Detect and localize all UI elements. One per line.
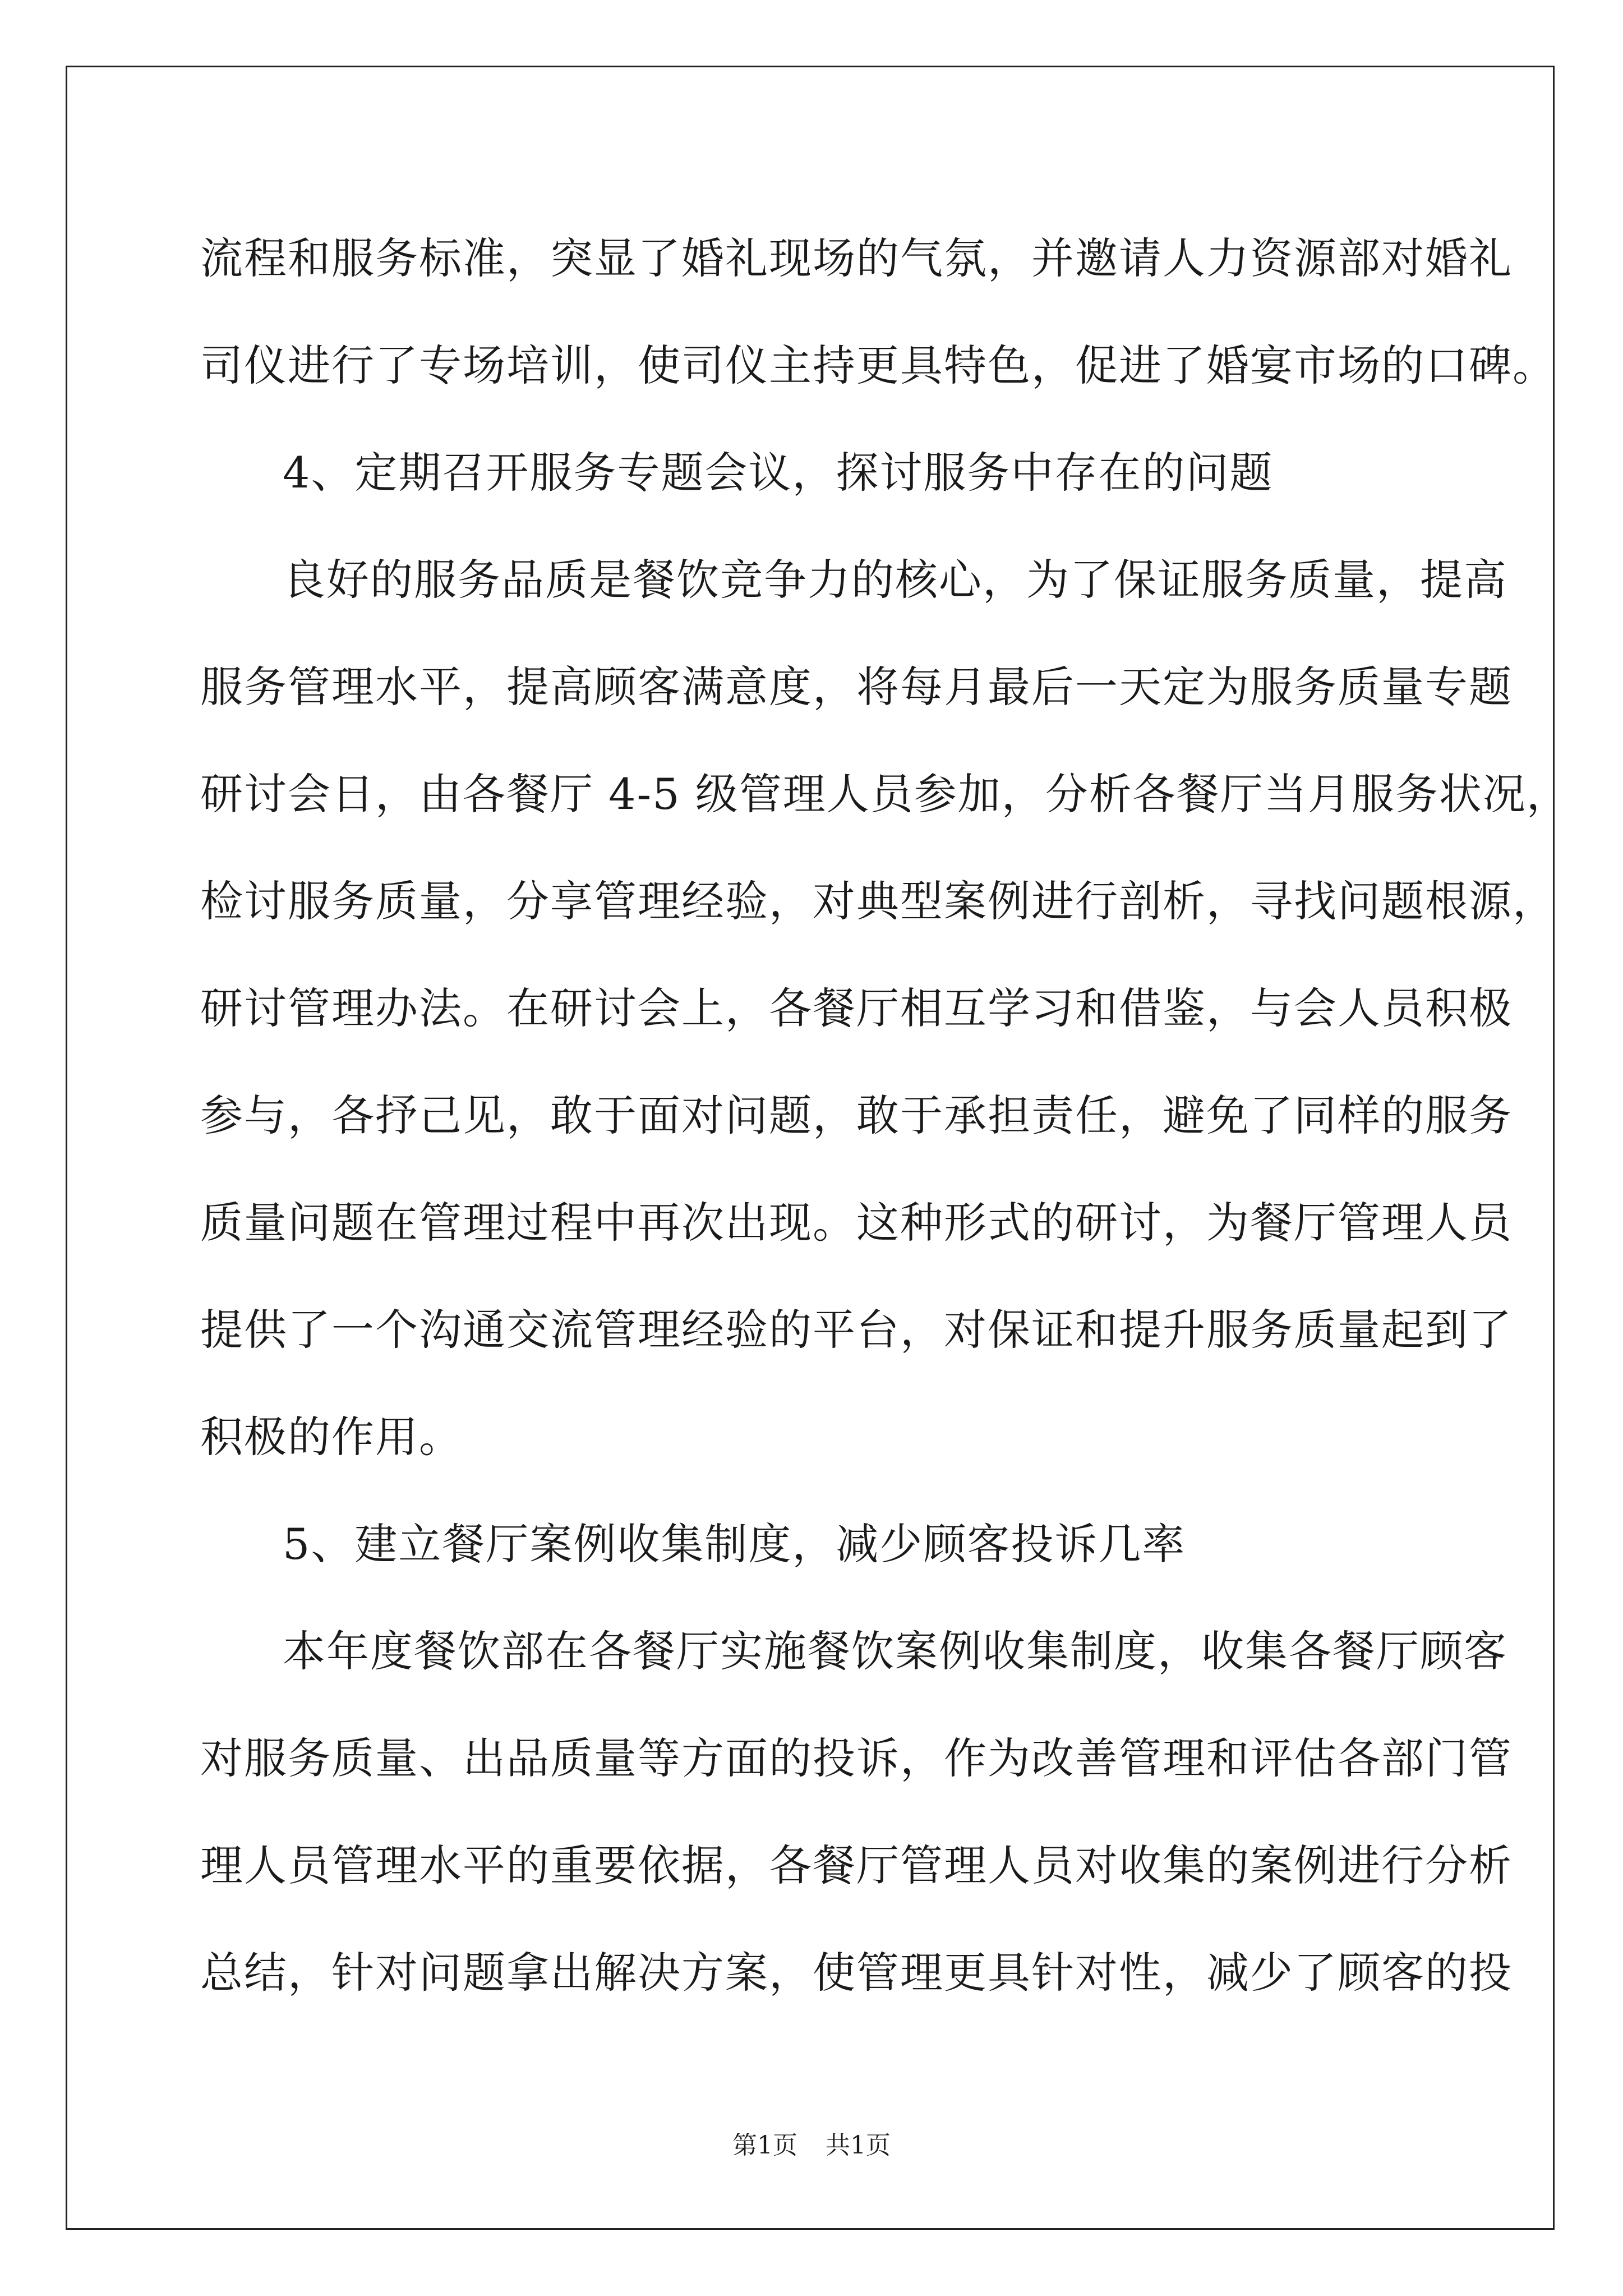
text-line: 流程和服务标准，突显了婚礼现场的气氛，并邀请人力资源部对婚礼: [200, 233, 1513, 283]
text-line: 积极的作用。: [200, 1412, 463, 1462]
page-total: 共1页: [826, 2131, 891, 2160]
text-line: 良好的服务品质是餐饮竞争力的核心，为了保证服务质量，提高: [283, 555, 1507, 605]
text-line: 总结，针对问题拿出解决方案，使管理更具针对性，减少了顾客的投: [200, 1948, 1513, 1998]
text-line: 研讨管理办法。在研讨会上，各餐厅相互学习和借鉴，与会人员积极: [200, 983, 1513, 1033]
text-line: 质量问题在管理过程中再次出现。这种形式的研讨，为餐厅管理人员: [200, 1198, 1513, 1248]
text-line: 提供了一个沟通交流管理经验的平台，对保证和提升服务质量起到了: [200, 1305, 1513, 1355]
text-line: 司仪进行了专场培训，使司仪主持更具特色，促进了婚宴市场的口碑。: [200, 341, 1556, 390]
page-number: 第1页: [732, 2131, 797, 2160]
text-line: 理人员管理水平的重要依据，各餐厅管理人员对收集的案例进行分析: [200, 1841, 1513, 1890]
text-line: 研讨会日，由各餐厅 4-5 级管理人员参加，分析各餐厅当月服务状况，: [200, 769, 1570, 819]
page-footer: [0, 2129, 1623, 2162]
section-heading: 5、建立餐厅案例收集制度，减少顾客投诉几率: [283, 1519, 1186, 1569]
section-heading: 4、定期召开服务专题会议，探讨服务中存在的问题: [283, 448, 1274, 498]
text-line: 本年度餐饮部在各餐厅实施餐饮案例收集制度，收集各餐厅顾客: [283, 1626, 1507, 1676]
document-body: [200, 205, 1570, 2026]
text-line: 对服务质量、出品质量等方面的投诉，作为改善管理和评估各部门管: [200, 1733, 1513, 1783]
text-line: 服务管理水平，提高顾客满意度，将每月最后一天定为服务质量专题: [200, 662, 1513, 712]
text-line: 参与，各抒己见，敢于面对问题，敢于承担责任，避免了同样的服务: [200, 1091, 1513, 1140]
text-line: 检讨服务质量，分享管理经验，对典型案例进行剖析，寻找问题根源，: [200, 876, 1556, 926]
